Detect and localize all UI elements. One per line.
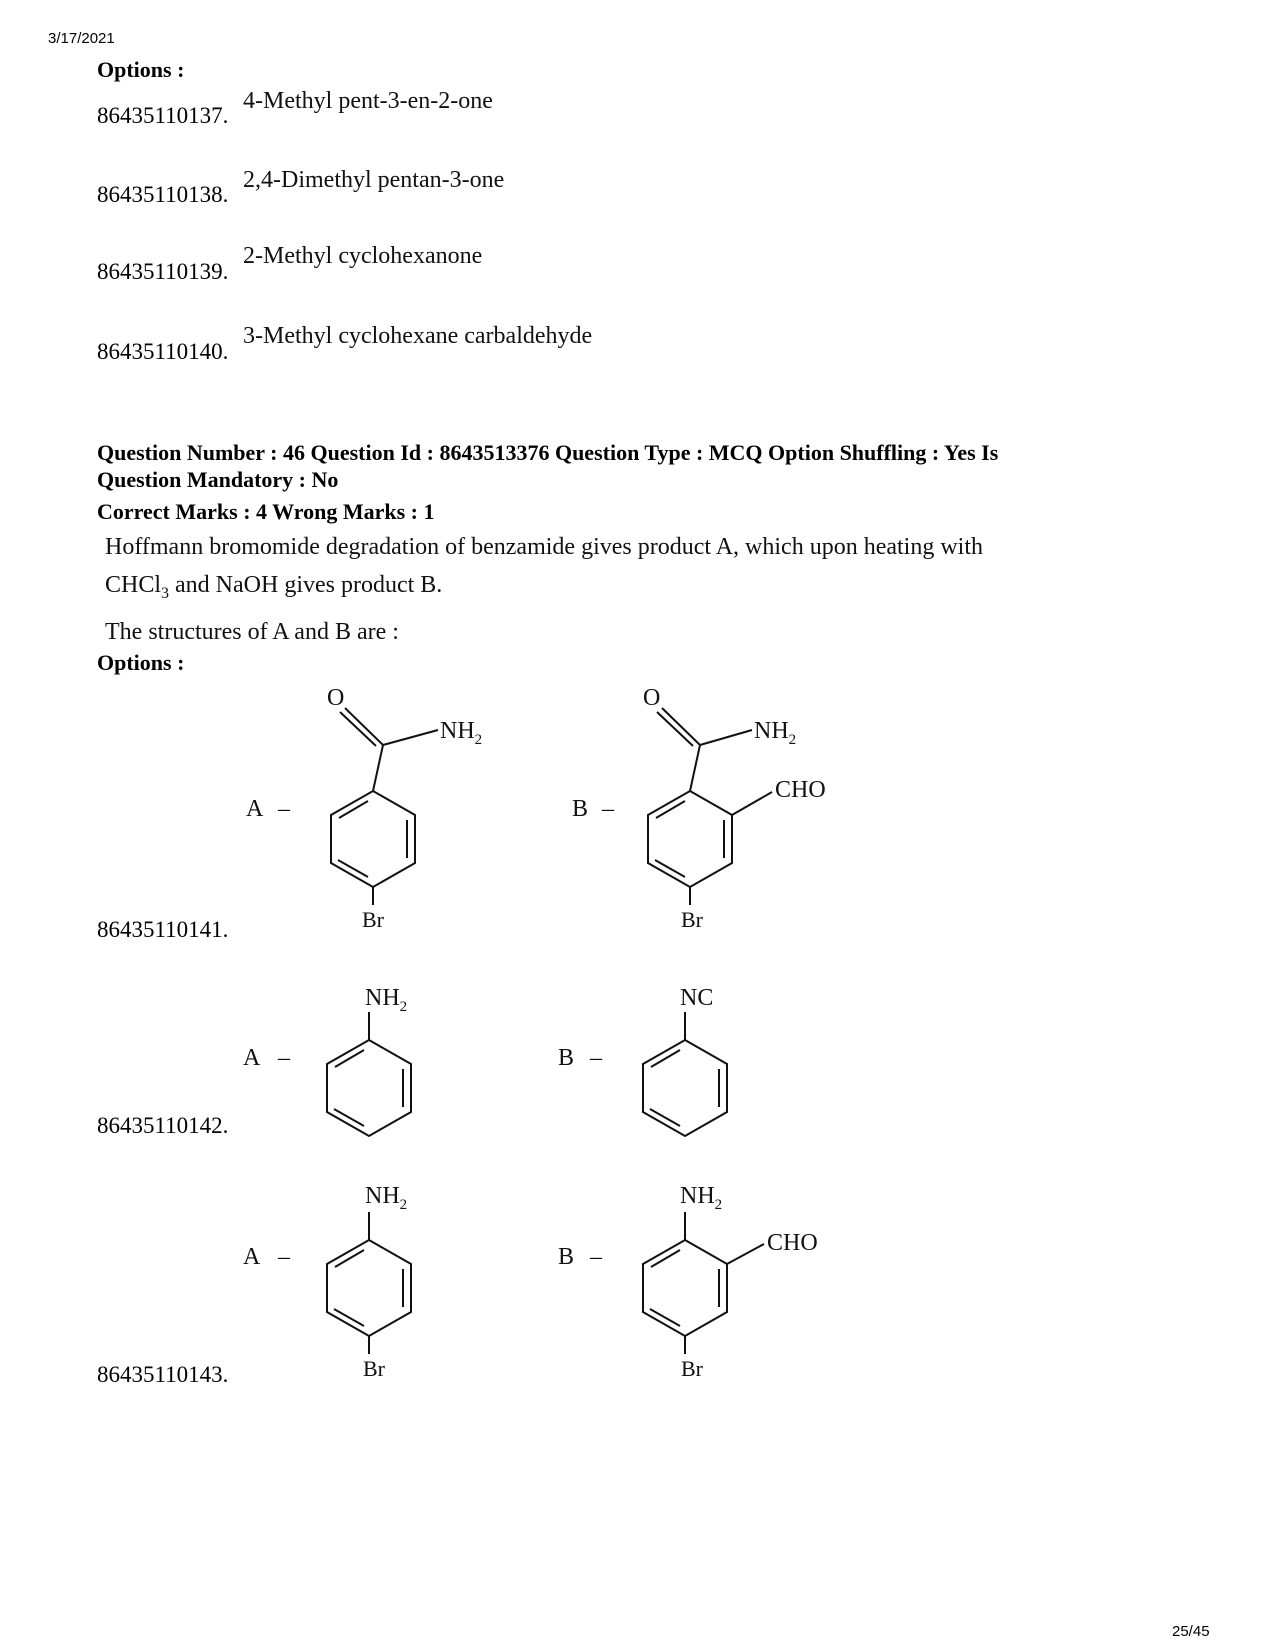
option-id: 86435110141. — [97, 917, 229, 942]
option-id: 86435110140. — [97, 339, 229, 364]
label-br: Br — [363, 1356, 385, 1381]
question-text-line: The structures of A and B are : — [105, 618, 399, 645]
question-meta-mandatory: Question Mandatory : No — [97, 467, 339, 492]
label-a: A — [243, 1045, 261, 1071]
page-number: 25/45 — [1172, 1623, 1210, 1640]
label-nc: NC — [680, 985, 714, 1011]
option-id: 86435110143. — [97, 1362, 229, 1387]
label-dash: – — [278, 1045, 290, 1071]
options-label-prev: Options : — [97, 57, 185, 82]
option-text: 3-Methyl cyclohexane carbaldehyde — [243, 323, 593, 349]
label-br: Br — [362, 907, 384, 932]
option-id: 86435110138. — [97, 182, 229, 207]
label-nh2: $NH_2$ — [365, 985, 408, 1015]
option-id: 86435110142. — [97, 1113, 229, 1138]
print-date: 3/17/2021 — [48, 30, 115, 47]
label-b: B — [558, 1045, 575, 1071]
label-cho: CHO — [775, 777, 826, 803]
label-nh2: $NH_2$ — [680, 1183, 723, 1213]
label-nh2: $NH_2$ — [440, 718, 483, 748]
label-dash: – — [602, 796, 614, 822]
label-a: A — [246, 796, 264, 822]
label-br: Br — [681, 907, 703, 932]
label-cho: CHO — [767, 1230, 818, 1256]
label-b: B — [558, 1244, 575, 1270]
label-b: B — [572, 796, 589, 822]
label-nh2: $NH_2$ — [365, 1183, 408, 1213]
question-text-line: CHCl$_3$ and NaOH gives product B. — [105, 572, 443, 602]
label-dash: – — [278, 1244, 290, 1270]
option-id: 86435110139. — [97, 259, 229, 284]
option-text: 4-Methyl pent-3-en-2-one — [243, 88, 493, 114]
question-text-line: Hoffmann bromomide degradation of benzamide gives product A, which upon heating with — [105, 534, 984, 560]
label-nh2: $NH_2$ — [754, 718, 797, 748]
label-a: A — [243, 1244, 261, 1270]
question-meta: Question Number : 46 Question Id : 8643513376 Question Type : MCQ Option Shuffling : Yes Is — [97, 440, 999, 465]
label-oxygen: O — [643, 685, 661, 711]
label-dash: – — [278, 796, 290, 822]
options-label: Options : — [97, 650, 185, 675]
question-marks: Correct Marks : 4 Wrong Marks : 1 — [97, 499, 435, 524]
option-text: 2,4-Dimethyl pentan-3-one — [243, 167, 505, 193]
label-oxygen: O — [327, 685, 345, 711]
label-br: Br — [681, 1356, 703, 1381]
option-text: 2-Methyl cyclohexanone — [243, 243, 483, 269]
label-dash: – — [590, 1244, 602, 1270]
option-id: 86435110137. — [97, 103, 229, 128]
label-dash: – — [590, 1045, 602, 1071]
